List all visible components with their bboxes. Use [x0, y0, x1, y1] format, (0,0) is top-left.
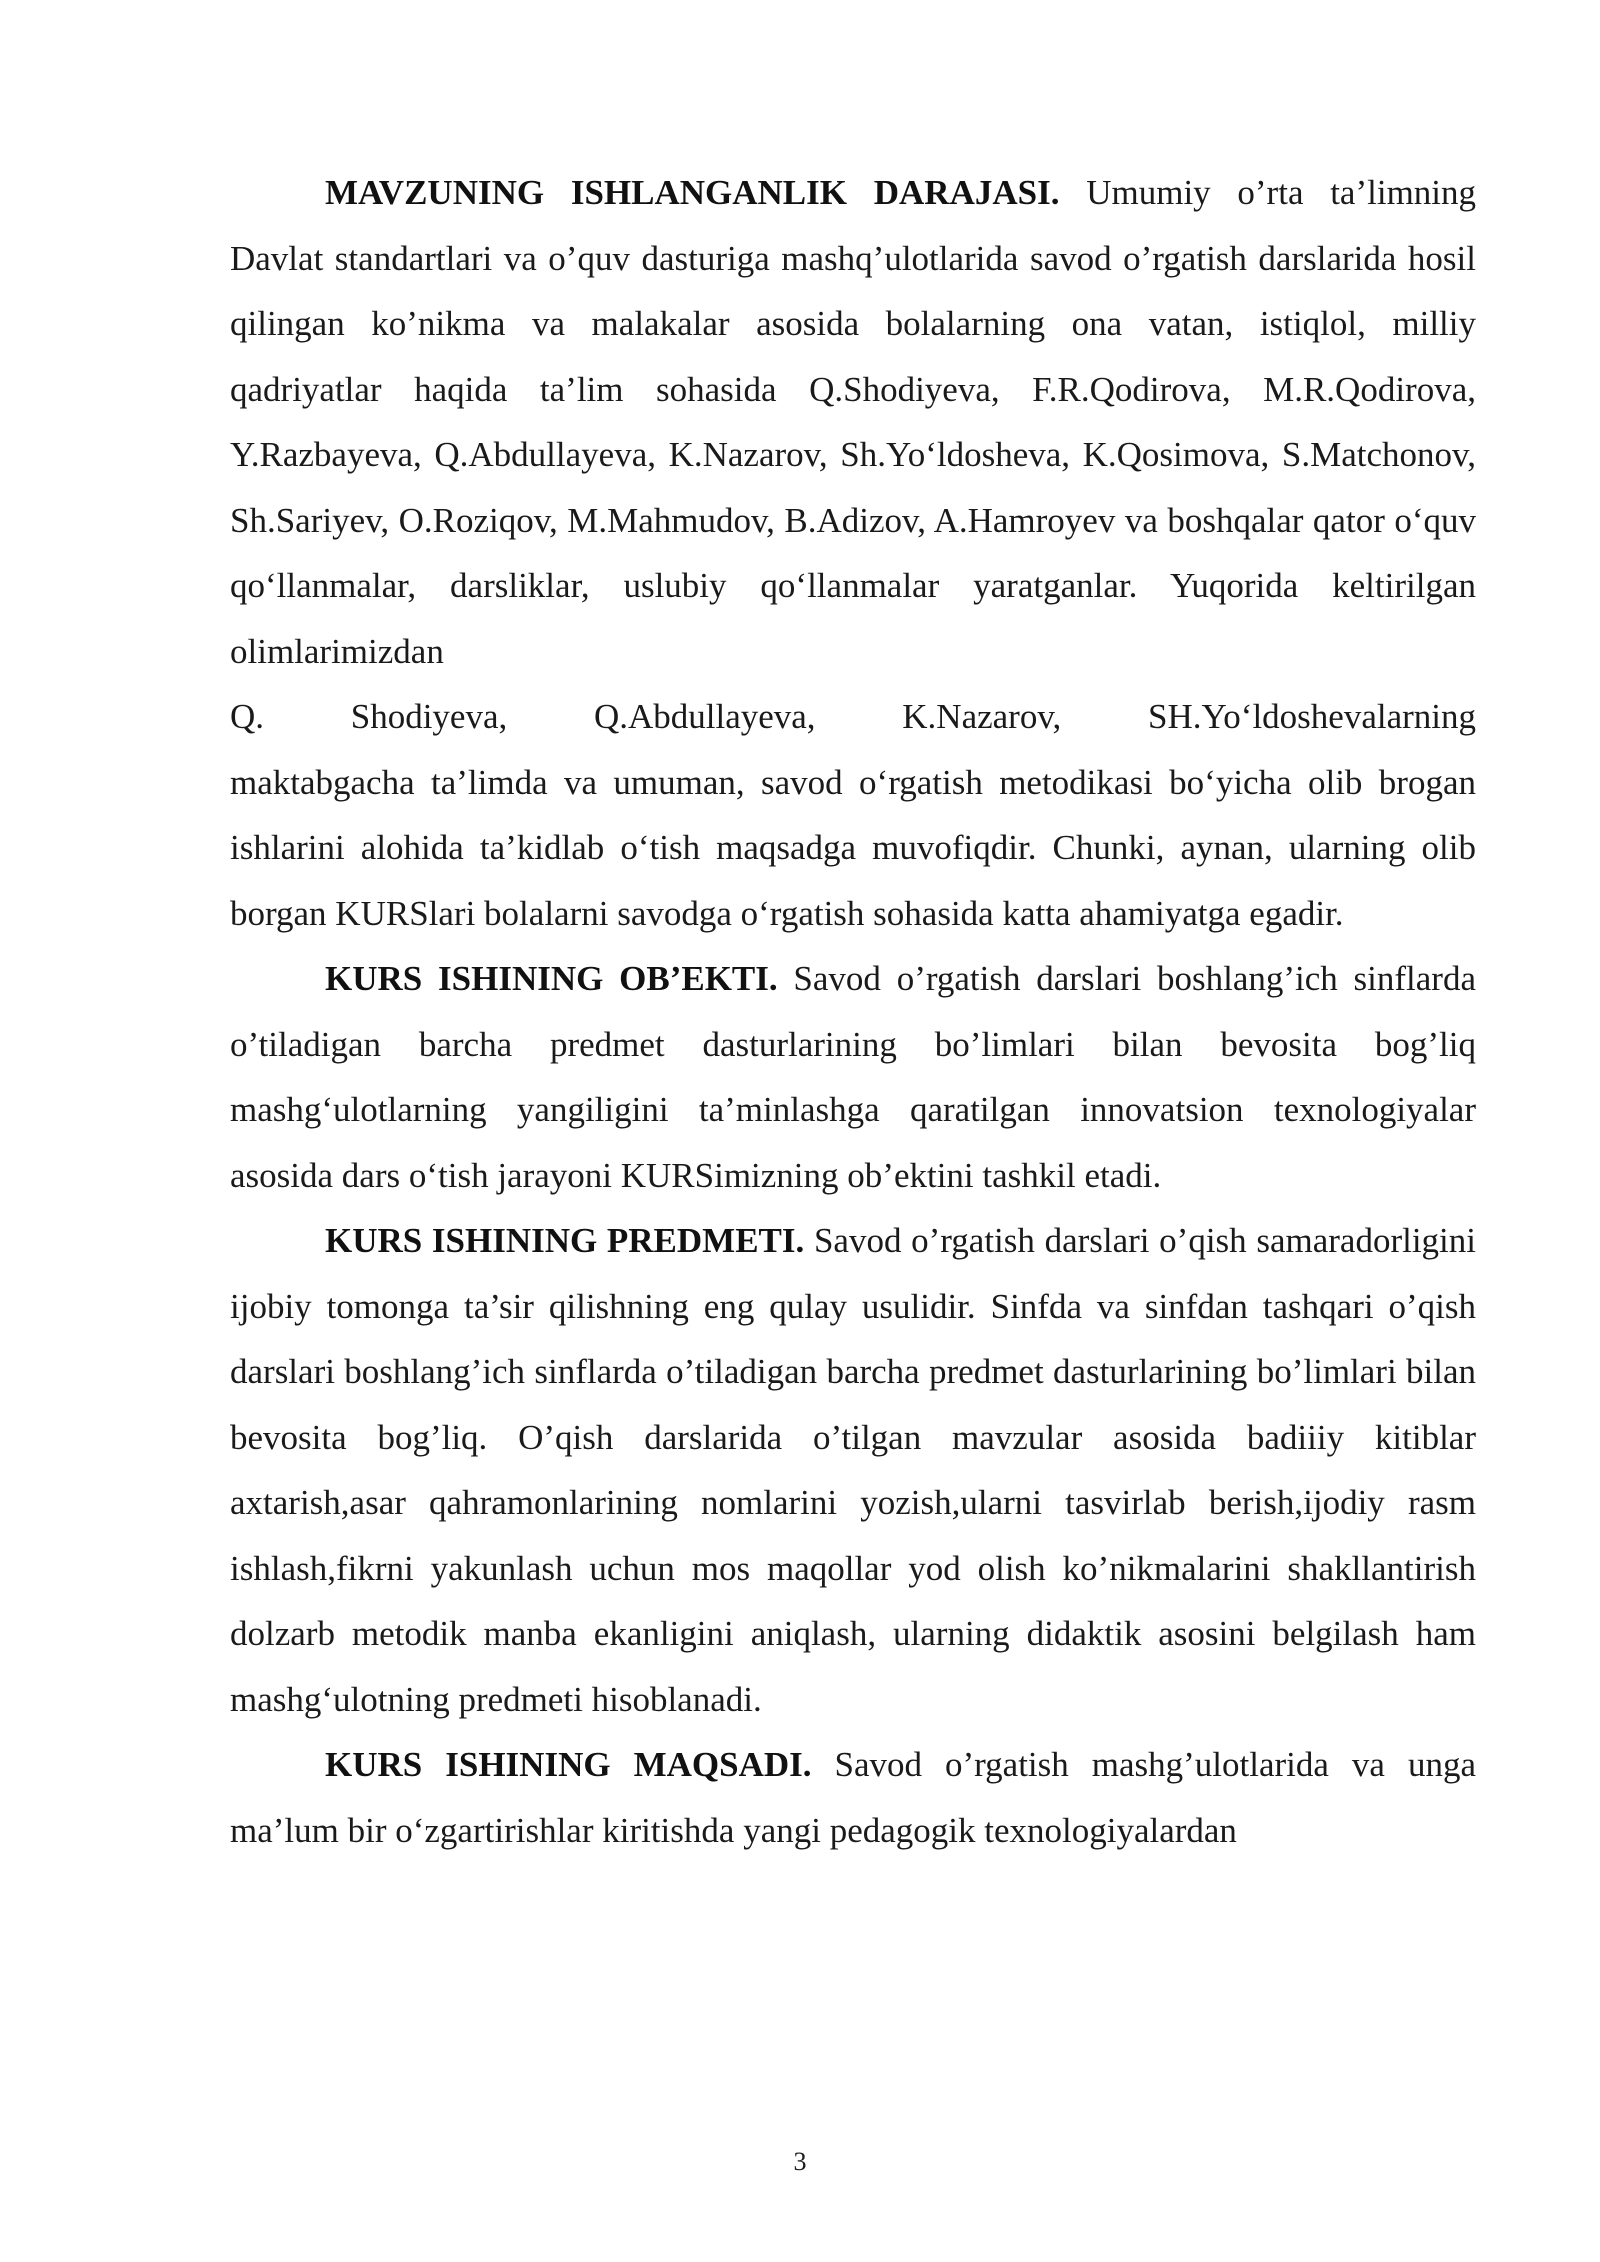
page-body	[230, 160, 1476, 1863]
heading-goal: KURS ISHINING MAQSADI.	[325, 1745, 812, 1784]
text-goal: Savod o’rgatish mashg’ulotlarida va unga ma’lum bir o‘zgartirishlar kiritishda yangi pedagogik texnologiyalardan	[230, 1745, 1476, 1850]
text-subject: Savod o’rgatish darslari o’qish samaradorligini ijobiy tomonga ta’sir qilishning eng qulay usulidir. Sinfda va sinfdan tashqari o’qish darslari boshlang’ich sinflarda o’tiladigan barcha predmet dasturlarining bo’limlari bilan bevosita bog’liq. O’qish darslarida o’tilgan mavzular asosida badiiiy kitiblar axtarish,asar qahramonlarining nomlarini yozish,ularni tasvirlab berish,ijodiy rasm ishlash,fikrni yakunlash uchun mos maqollar yod olish ko’nikmalarini shakllantirish dolzarb metodik manba ekanligini aniqlash, ularning didaktik asosini belgilash ham mashg‘ulotning predmeti hisoblanadi.	[230, 1221, 1477, 1719]
page-number: 3	[793, 2147, 807, 2176]
paragraph-goal	[230, 1732, 1476, 1863]
scholars-first-line: Q. Shodiyeva, Q.Abdullayeva, K.Nazarov, SH.Yo‘ldoshevalarning	[230, 697, 1476, 736]
heading-object: KURS ISHINING OB’EKTI.	[325, 959, 778, 998]
text-object: Savod o’rgatish darslari boshlang’ich sinflarda o’tiladigan barcha predmet dasturlarining bo’limlari bilan bevosita bog’liq mashg‘ulotlarning yangiligini ta’minlashga qaratilgan innovatsion texnologiyalar asosida dars o‘tish jarayoni KURSimizning ob’ektini tashkil etadi.	[230, 959, 1477, 1195]
heading-degree-of-study: MAVZUNING ISHLANGANLIK DARAJASI.	[325, 173, 1060, 212]
paragraph-subject	[230, 1208, 1476, 1732]
paragraph-scholars	[230, 684, 1476, 946]
text-degree-of-study: Umumiy o’rta ta’limning Davlat standartlari va o’quv dasturiga mashq’ulotlarida savod o’rgatish darslarida hosil qilingan ko’nikma va malakalar asosida bolalarning ona vatan, istiqlol, milliy qadriyatlar haqida ta’lim sohasida Q.Shodiyeva, F.R.Qodirova, M.R.Qodirova, Y.Razbayeva, Q.Abdullayeva, K.Nazarov, Sh.Yo‘ldosheva, K.Qosimova, S.Matchonov, Sh.Sariyev, O.Roziqov, M.Mahmudov, B.Adizov, A.Hamroyev va boshqalar qator o‘quv qo‘llanmalar, darsliklar, uslubiy qo‘llanmalar yaratganlar. Yuqorida keltirilgan olimlarimizdan	[230, 173, 1477, 671]
paragraph-object	[230, 946, 1476, 1208]
text-scholars: maktabgacha ta’limda va umuman, savod o‘rgatish metodikasi bo‘yicha olib brogan ishlarini alohida ta’kidlab o‘tish maqsadga muvofiqdir. Chunki, aynan, ularning olib borgan KURSlari bolalarni savodga o‘rgatish sohasida katta ahamiyatga egadir.	[230, 762, 1476, 933]
paragraph-degree-of-study	[230, 160, 1476, 684]
heading-subject: KURS ISHINING PREDMETI.	[325, 1221, 805, 1260]
